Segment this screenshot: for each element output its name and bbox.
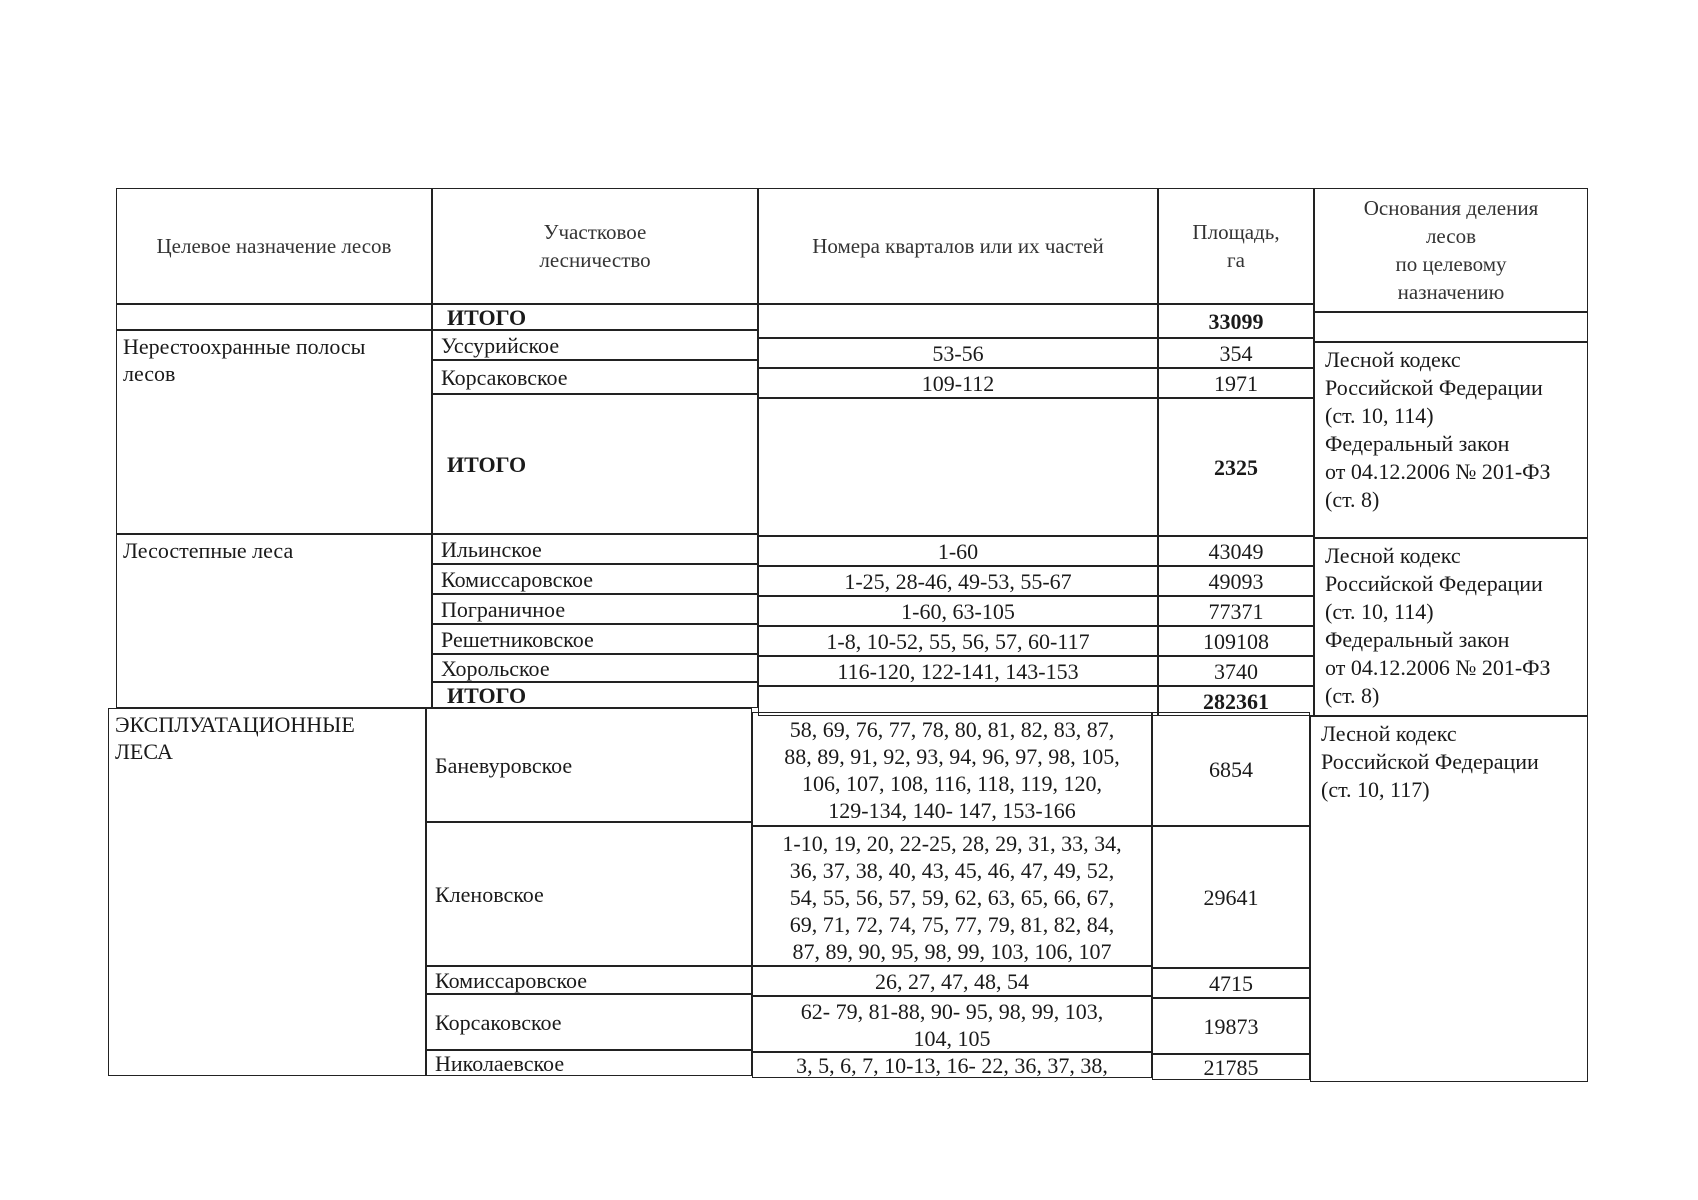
forest-steppe-row-quarters: 1-60 [758,536,1158,566]
exploitation-basis: Лесной кодекс Российской Федерации (ст. 10, 117) [1310,716,1588,1082]
spawning-total-area: 2325 [1158,398,1314,536]
exploitation-row-district: Николаевское [426,1050,752,1076]
forest-steppe-purpose: Лесостепные леса [116,534,432,708]
forest-steppe-total-label: ИТОГО [432,682,758,708]
forest-steppe-total-area: 282361 [1158,686,1314,716]
exploitation-row-district: Комиссаровское [426,966,752,994]
forest-steppe-row-area: 3740 [1158,656,1314,686]
spawning-row-district: Корсаковское [432,360,758,394]
spawning-purpose: Нерестоохранные полосы лесов [116,330,432,534]
forest-steppe-row-quarters: 1-25, 28-46, 49-53, 55-67 [758,566,1158,596]
forest-steppe-row-district: Решетниковское [432,624,758,654]
exploitation-row-district: Кленовское [426,822,752,966]
forest-steppe-row-district: Пограничное [432,594,758,624]
exploitation-row-area: 4715 [1152,968,1310,998]
exploitation-row-area: 19873 [1152,998,1310,1054]
top-total-quarters-cell [758,304,1158,338]
top-total-area: 33099 [1158,304,1314,338]
forest-steppe-basis: Лесной кодекс Российской Федерации (ст. 10, 114) Федеральный закон от 04.12.2006 № 201-ФЗ (ст. 8) [1314,538,1588,716]
header-purpose: Целевое назначение лесов [116,188,432,304]
top-total-purpose-cell [116,304,432,330]
forest-steppe-row-area: 43049 [1158,536,1314,566]
spawning-total-label: ИТОГО [432,394,758,534]
exploitation-row-quarters: 62- 79, 81-88, 90- 95, 98, 99, 103, 104, 105 [752,996,1152,1052]
header-area: Площадь, га [1158,188,1314,304]
forest-steppe-row-quarters: 116-120, 122-141, 143-153 [758,656,1158,686]
exploitation-row-quarters: 26, 27, 47, 48, 54 [752,966,1152,996]
exploitation-row-area: 29641 [1152,826,1310,968]
forest-steppe-row-district: Хорольское [432,654,758,682]
exploitation-purpose: ЭКСПЛУАТАЦИОННЫЕ ЛЕСА [108,708,426,1076]
spawning-total-quarters-cell [758,398,1158,536]
exploitation-row-area: 6854 [1152,712,1310,826]
forest-steppe-row-quarters: 1-60, 63-105 [758,596,1158,626]
spawning-basis: Лесной кодекс Российской Федерации (ст. 10, 114) Федеральный закон от 04.12.2006 № 201-ФЗ (ст. 8) [1314,342,1588,538]
forest-steppe-row-quarters: 1-8, 10-52, 55, 56, 57, 60-117 [758,626,1158,656]
spawning-row-area: 1971 [1158,368,1314,398]
header-district: Участковое лесничество [432,188,758,304]
exploitation-row-district: Баневуровское [426,708,752,822]
forest-steppe-row-district: Ильинское [432,534,758,564]
spawning-row-district: Уссурийское [432,330,758,360]
header-basis: Основания деления лесов по целевому назначению [1314,188,1588,312]
forest-steppe-row-area: 77371 [1158,596,1314,626]
header-quarters: Номера кварталов или их частей [758,188,1158,304]
exploitation-row-quarters: 1-10, 19, 20, 22-25, 28, 29, 31, 33, 34, 36, 37, 38, 40, 43, 45, 46, 47, 49, 52, 54, 55, 56, 57, 59, 62, 63, 65, 66, 67, 69, 71, 72, 74, 75, 77, 79, 81, 82, 84, 87, 89, 90, 95, 98, 99, 103, 106, 107 [752,826,1152,966]
top-total-basis-cell [1314,312,1588,342]
spawning-row-quarters: 53-56 [758,338,1158,368]
forest-steppe-row-district: Комиссаровское [432,564,758,594]
spawning-row-area: 354 [1158,338,1314,368]
top-total-label: ИТОГО [432,304,758,330]
exploitation-row-area: 21785 [1152,1054,1310,1080]
exploitation-row-quarters: 3, 5, 6, 7, 10-13, 16- 22, 36, 37, 38, [752,1052,1152,1078]
forest-steppe-row-area: 49093 [1158,566,1314,596]
exploitation-row-quarters: 58, 69, 76, 77, 78, 80, 81, 82, 83, 87, 88, 89, 91, 92, 93, 94, 96, 97, 98, 105, 106, 107, 108, 116, 118, 119, 120, 129-134, 140- 147, 153-166 [752,712,1152,826]
spawning-row-quarters: 109-112 [758,368,1158,398]
exploitation-row-district: Корсаковское [426,994,752,1050]
forest-steppe-row-area: 109108 [1158,626,1314,656]
